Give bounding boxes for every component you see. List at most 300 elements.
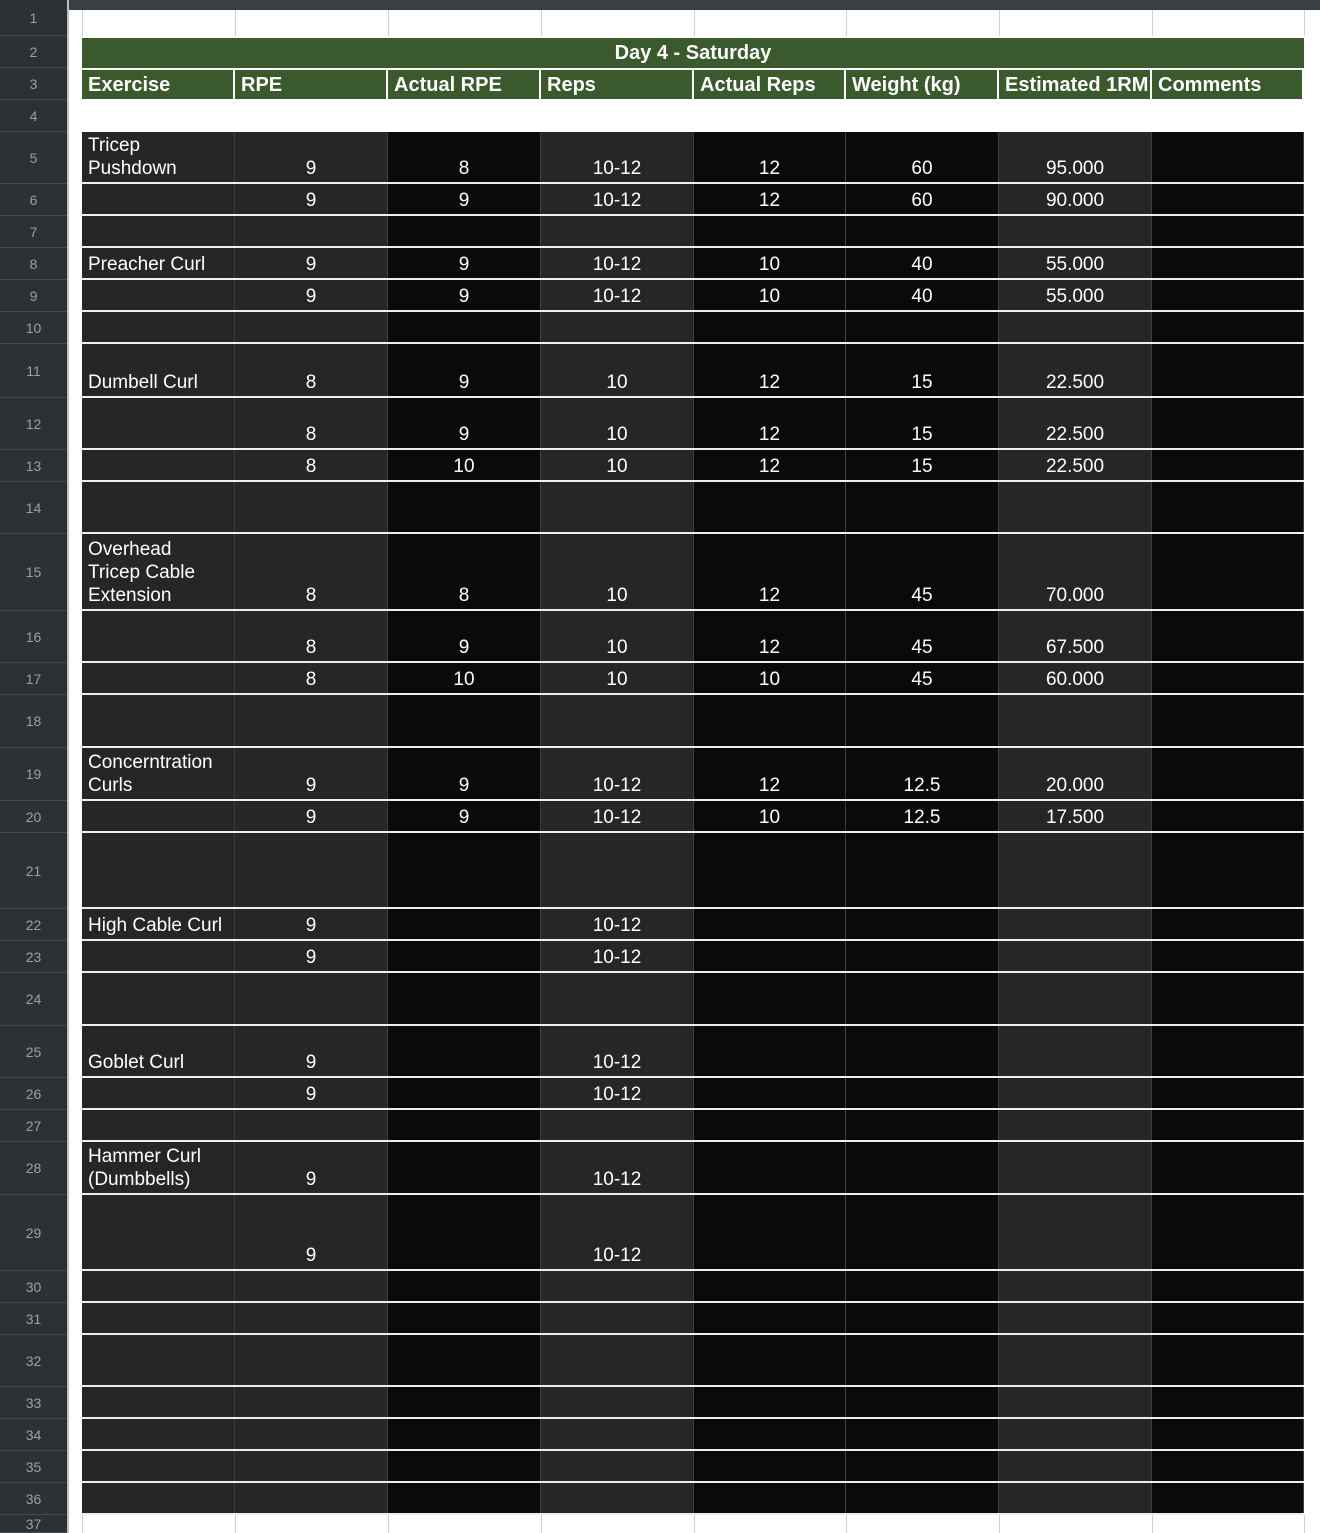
cell-reps[interactable] bbox=[541, 1303, 694, 1333]
cell-actual-reps[interactable]: 12 bbox=[694, 344, 846, 396]
cell-weight-kg[interactable] bbox=[846, 216, 999, 246]
cell-weight-kg[interactable] bbox=[846, 973, 999, 1024]
cell-reps[interactable]: 10-12 bbox=[541, 801, 694, 831]
cell-estimated-1rm[interactable] bbox=[999, 909, 1152, 939]
cell-comments[interactable] bbox=[1152, 344, 1304, 396]
cell-exercise[interactable] bbox=[82, 695, 235, 746]
cell-actual-rpe[interactable] bbox=[388, 1451, 541, 1481]
cell-weight-kg[interactable] bbox=[846, 1303, 999, 1333]
cell-exercise[interactable] bbox=[82, 312, 235, 342]
cell-comments[interactable] bbox=[1152, 909, 1304, 939]
cell-actual-rpe[interactable] bbox=[388, 312, 541, 342]
cell-exercise[interactable] bbox=[82, 1303, 235, 1333]
cell-exercise[interactable] bbox=[82, 1335, 235, 1385]
cell-exercise[interactable]: Preacher Curl bbox=[82, 248, 235, 278]
cell-comments[interactable] bbox=[1152, 398, 1304, 448]
row-number[interactable]: 4 bbox=[0, 100, 67, 132]
cell-exercise[interactable] bbox=[82, 833, 235, 907]
cell-estimated-1rm[interactable] bbox=[999, 941, 1152, 971]
cell-actual-reps[interactable] bbox=[694, 941, 846, 971]
cell-estimated-1rm[interactable]: 60.000 bbox=[999, 663, 1152, 693]
cell-reps[interactable]: 10-12 bbox=[541, 909, 694, 939]
cell-weight-kg[interactable] bbox=[846, 1110, 999, 1140]
cell-reps[interactable] bbox=[541, 1451, 694, 1481]
row-number[interactable]: 12 bbox=[0, 398, 67, 450]
row-number[interactable]: 25 bbox=[0, 1026, 67, 1078]
cell-comments[interactable] bbox=[1152, 695, 1304, 746]
cell-rpe[interactable]: 9 bbox=[235, 280, 388, 310]
cell-exercise[interactable] bbox=[82, 611, 235, 661]
cell-comments[interactable] bbox=[1152, 1078, 1304, 1108]
cell-comments[interactable] bbox=[1152, 1110, 1304, 1140]
cell-actual-rpe[interactable]: 9 bbox=[388, 344, 541, 396]
cell-estimated-1rm[interactable] bbox=[999, 1387, 1152, 1417]
cell-reps[interactable]: 10-12 bbox=[541, 132, 694, 182]
column-header-rpe[interactable]: RPE bbox=[235, 70, 388, 99]
cell-actual-rpe[interactable] bbox=[388, 695, 541, 746]
row-number[interactable]: 24 bbox=[0, 973, 67, 1026]
cell-actual-reps[interactable] bbox=[694, 312, 846, 342]
column-header-exercise[interactable]: Exercise bbox=[82, 70, 235, 99]
cell-actual-rpe[interactable] bbox=[388, 1110, 541, 1140]
cell-comments[interactable] bbox=[1152, 312, 1304, 342]
row-number[interactable]: 36 bbox=[0, 1483, 67, 1515]
cell-actual-rpe[interactable] bbox=[388, 1195, 541, 1269]
cell-weight-kg[interactable]: 40 bbox=[846, 280, 999, 310]
cell-reps[interactable] bbox=[541, 1483, 694, 1513]
cell-rpe[interactable] bbox=[235, 1110, 388, 1140]
cell-estimated-1rm[interactable] bbox=[999, 1078, 1152, 1108]
cell-reps[interactable] bbox=[541, 1387, 694, 1417]
cell-estimated-1rm[interactable] bbox=[999, 1451, 1152, 1481]
cell-rpe[interactable]: 9 bbox=[235, 748, 388, 799]
cell-comments[interactable] bbox=[1152, 450, 1304, 480]
row-number[interactable]: 19 bbox=[0, 748, 67, 801]
cell-estimated-1rm[interactable] bbox=[999, 312, 1152, 342]
row-number[interactable]: 30 bbox=[0, 1271, 67, 1303]
cell-comments[interactable] bbox=[1152, 663, 1304, 693]
cell-exercise[interactable] bbox=[82, 1078, 235, 1108]
column-header-reps[interactable]: Reps bbox=[541, 70, 694, 99]
row-number[interactable]: 23 bbox=[0, 941, 67, 973]
cell-exercise[interactable] bbox=[82, 1387, 235, 1417]
cell-actual-rpe[interactable] bbox=[388, 941, 541, 971]
cell-weight-kg[interactable] bbox=[846, 1419, 999, 1449]
cell-weight-kg[interactable]: 60 bbox=[846, 132, 999, 182]
cell-exercise[interactable] bbox=[82, 1195, 235, 1269]
cell-reps[interactable]: 10-12 bbox=[541, 248, 694, 278]
cell-weight-kg[interactable] bbox=[846, 1271, 999, 1301]
cell-rpe[interactable] bbox=[235, 1483, 388, 1513]
cell-actual-rpe[interactable] bbox=[388, 973, 541, 1024]
cell-actual-rpe[interactable] bbox=[388, 1335, 541, 1385]
row-number[interactable]: 13 bbox=[0, 450, 67, 482]
cell-reps[interactable] bbox=[541, 1419, 694, 1449]
cell-actual-rpe[interactable] bbox=[388, 1026, 541, 1076]
row-number[interactable]: 17 bbox=[0, 663, 67, 695]
cell-estimated-1rm[interactable] bbox=[999, 1271, 1152, 1301]
column-header-actual-reps[interactable]: Actual Reps bbox=[694, 70, 846, 99]
cell-estimated-1rm[interactable]: 17.500 bbox=[999, 801, 1152, 831]
cell-exercise[interactable] bbox=[82, 801, 235, 831]
cell-estimated-1rm[interactable]: 55.000 bbox=[999, 280, 1152, 310]
row-number[interactable]: 32 bbox=[0, 1335, 67, 1387]
cell-exercise[interactable] bbox=[82, 184, 235, 214]
row-number[interactable]: 31 bbox=[0, 1303, 67, 1335]
cell-rpe[interactable] bbox=[235, 1335, 388, 1385]
row-number[interactable]: 8 bbox=[0, 248, 67, 280]
cell-comments[interactable] bbox=[1152, 132, 1304, 182]
cell-weight-kg[interactable]: 15 bbox=[846, 450, 999, 480]
cell-actual-reps[interactable]: 10 bbox=[694, 280, 846, 310]
row-number[interactable]: 7 bbox=[0, 216, 67, 248]
cell-weight-kg[interactable] bbox=[846, 1195, 999, 1269]
cell-reps[interactable]: 10 bbox=[541, 450, 694, 480]
cell-exercise[interactable] bbox=[82, 280, 235, 310]
cell-actual-reps[interactable] bbox=[694, 1271, 846, 1301]
cell-actual-reps[interactable]: 10 bbox=[694, 801, 846, 831]
cell-actual-reps[interactable] bbox=[694, 1335, 846, 1385]
cell-weight-kg[interactable] bbox=[846, 1451, 999, 1481]
row-number[interactable]: 21 bbox=[0, 833, 67, 909]
cell-comments[interactable] bbox=[1152, 941, 1304, 971]
cell-actual-rpe[interactable]: 8 bbox=[388, 534, 541, 609]
cell-rpe[interactable]: 9 bbox=[235, 941, 388, 971]
row-number[interactable]: 28 bbox=[0, 1142, 67, 1195]
cell-exercise[interactable] bbox=[82, 1271, 235, 1301]
cell-comments[interactable] bbox=[1152, 534, 1304, 609]
cell-rpe[interactable] bbox=[235, 1303, 388, 1333]
cell-actual-rpe[interactable]: 9 bbox=[388, 801, 541, 831]
cell-actual-rpe[interactable] bbox=[388, 1387, 541, 1417]
cell-rpe[interactable]: 8 bbox=[235, 398, 388, 448]
cell-actual-rpe[interactable]: 9 bbox=[388, 611, 541, 661]
cell-estimated-1rm[interactable] bbox=[999, 1335, 1152, 1385]
cell-actual-rpe[interactable]: 9 bbox=[388, 248, 541, 278]
cell-reps[interactable]: 10 bbox=[541, 611, 694, 661]
cell-comments[interactable] bbox=[1152, 611, 1304, 661]
cell-actual-reps[interactable] bbox=[694, 1483, 846, 1513]
cell-actual-reps[interactable]: 12 bbox=[694, 611, 846, 661]
cell-reps[interactable]: 10-12 bbox=[541, 1142, 694, 1193]
row-number[interactable]: 3 bbox=[0, 68, 67, 100]
cell-exercise[interactable] bbox=[82, 973, 235, 1024]
cell-weight-kg[interactable]: 45 bbox=[846, 534, 999, 609]
cell-weight-kg[interactable]: 15 bbox=[846, 344, 999, 396]
cell-estimated-1rm[interactable]: 67.500 bbox=[999, 611, 1152, 661]
cell-reps[interactable] bbox=[541, 216, 694, 246]
cell-actual-reps[interactable]: 12 bbox=[694, 398, 846, 448]
cell-rpe[interactable]: 9 bbox=[235, 132, 388, 182]
column-header-weight-kg[interactable]: Weight (kg) bbox=[846, 70, 999, 99]
cell-estimated-1rm[interactable] bbox=[999, 833, 1152, 907]
cell-reps[interactable]: 10-12 bbox=[541, 941, 694, 971]
cell-actual-reps[interactable] bbox=[694, 482, 846, 532]
cell-comments[interactable] bbox=[1152, 1483, 1304, 1513]
row-number[interactable]: 34 bbox=[0, 1419, 67, 1451]
cell-comments[interactable] bbox=[1152, 1195, 1304, 1269]
cell-estimated-1rm[interactable] bbox=[999, 1195, 1152, 1269]
cell-reps[interactable]: 10-12 bbox=[541, 1078, 694, 1108]
cell-weight-kg[interactable] bbox=[846, 482, 999, 532]
cell-weight-kg[interactable]: 40 bbox=[846, 248, 999, 278]
cell-actual-reps[interactable] bbox=[694, 1387, 846, 1417]
cell-rpe[interactable]: 8 bbox=[235, 611, 388, 661]
cell-comments[interactable] bbox=[1152, 1387, 1304, 1417]
cell-weight-kg[interactable] bbox=[846, 1483, 999, 1513]
cell-estimated-1rm[interactable]: 22.500 bbox=[999, 450, 1152, 480]
cell-reps[interactable] bbox=[541, 695, 694, 746]
cell-comments[interactable] bbox=[1152, 1335, 1304, 1385]
cell-actual-reps[interactable]: 12 bbox=[694, 534, 846, 609]
cell-exercise[interactable] bbox=[82, 398, 235, 448]
cell-estimated-1rm[interactable]: 55.000 bbox=[999, 248, 1152, 278]
cell-reps[interactable]: 10 bbox=[541, 663, 694, 693]
cell-rpe[interactable] bbox=[235, 1419, 388, 1449]
cell-exercise[interactable]: Concerntration Curls bbox=[82, 748, 235, 799]
cell-rpe[interactable]: 9 bbox=[235, 1078, 388, 1108]
cell-rpe[interactable]: 8 bbox=[235, 344, 388, 396]
cell-actual-rpe[interactable] bbox=[388, 1419, 541, 1449]
cell-weight-kg[interactable] bbox=[846, 833, 999, 907]
cell-weight-kg[interactable] bbox=[846, 695, 999, 746]
cell-actual-reps[interactable]: 12 bbox=[694, 132, 846, 182]
cell-estimated-1rm[interactable]: 22.500 bbox=[999, 344, 1152, 396]
cell-actual-rpe[interactable] bbox=[388, 909, 541, 939]
cell-estimated-1rm[interactable] bbox=[999, 1026, 1152, 1076]
row-number[interactable]: 20 bbox=[0, 801, 67, 833]
cell-weight-kg[interactable] bbox=[846, 909, 999, 939]
cell-actual-rpe[interactable] bbox=[388, 1303, 541, 1333]
cell-actual-reps[interactable]: 10 bbox=[694, 248, 846, 278]
cell-reps[interactable]: 10 bbox=[541, 398, 694, 448]
cell-reps[interactable] bbox=[541, 973, 694, 1024]
cell-actual-reps[interactable]: 10 bbox=[694, 663, 846, 693]
row-number[interactable]: 1 bbox=[0, 0, 67, 36]
cell-weight-kg[interactable] bbox=[846, 1078, 999, 1108]
cell-actual-rpe[interactable]: 9 bbox=[388, 184, 541, 214]
cell-exercise[interactable] bbox=[82, 1110, 235, 1140]
cell-rpe[interactable] bbox=[235, 1271, 388, 1301]
cell-reps[interactable] bbox=[541, 1335, 694, 1385]
cell-rpe[interactable]: 9 bbox=[235, 909, 388, 939]
cell-weight-kg[interactable]: 45 bbox=[846, 611, 999, 661]
cell-comments[interactable] bbox=[1152, 1026, 1304, 1076]
row-number[interactable]: 29 bbox=[0, 1195, 67, 1271]
row-number[interactable]: 6 bbox=[0, 184, 67, 216]
row-number[interactable]: 33 bbox=[0, 1387, 67, 1419]
cell-comments[interactable] bbox=[1152, 1419, 1304, 1449]
cell-rpe[interactable]: 8 bbox=[235, 534, 388, 609]
cell-rpe[interactable] bbox=[235, 312, 388, 342]
cell-rpe[interactable]: 8 bbox=[235, 663, 388, 693]
cell-reps[interactable]: 10-12 bbox=[541, 1026, 694, 1076]
cell-comments[interactable] bbox=[1152, 973, 1304, 1024]
cell-comments[interactable] bbox=[1152, 216, 1304, 246]
cell-comments[interactable] bbox=[1152, 833, 1304, 907]
cell-comments[interactable] bbox=[1152, 748, 1304, 799]
column-header-estimated-1rm[interactable]: Estimated 1RM bbox=[999, 70, 1152, 99]
cell-actual-rpe[interactable]: 8 bbox=[388, 132, 541, 182]
cell-reps[interactable]: 10-12 bbox=[541, 1195, 694, 1269]
cell-comments[interactable] bbox=[1152, 248, 1304, 278]
cell-actual-rpe[interactable]: 9 bbox=[388, 398, 541, 448]
cell-reps[interactable] bbox=[541, 1110, 694, 1140]
cell-estimated-1rm[interactable] bbox=[999, 695, 1152, 746]
cell-rpe[interactable]: 8 bbox=[235, 450, 388, 480]
row-number[interactable]: 14 bbox=[0, 482, 67, 534]
cell-actual-reps[interactable] bbox=[694, 973, 846, 1024]
row-number[interactable]: 15 bbox=[0, 534, 67, 611]
cell-actual-reps[interactable] bbox=[694, 1026, 846, 1076]
cell-actual-rpe[interactable] bbox=[388, 216, 541, 246]
row-number[interactable]: 27 bbox=[0, 1110, 67, 1142]
cell-weight-kg[interactable] bbox=[846, 1026, 999, 1076]
cell-rpe[interactable] bbox=[235, 973, 388, 1024]
cell-exercise[interactable] bbox=[82, 482, 235, 532]
cell-estimated-1rm[interactable]: 90.000 bbox=[999, 184, 1152, 214]
cell-estimated-1rm[interactable]: 20.000 bbox=[999, 748, 1152, 799]
cell-reps[interactable]: 10-12 bbox=[541, 184, 694, 214]
cell-estimated-1rm[interactable] bbox=[999, 1142, 1152, 1193]
cell-rpe[interactable]: 9 bbox=[235, 1142, 388, 1193]
row-number[interactable]: 9 bbox=[0, 280, 67, 312]
row-number[interactable]: 37 bbox=[0, 1515, 67, 1533]
cell-actual-rpe[interactable] bbox=[388, 1142, 541, 1193]
cell-exercise[interactable] bbox=[82, 1483, 235, 1513]
cell-weight-kg[interactable]: 45 bbox=[846, 663, 999, 693]
cell-actual-reps[interactable] bbox=[694, 1419, 846, 1449]
cell-estimated-1rm[interactable] bbox=[999, 973, 1152, 1024]
cell-actual-reps[interactable] bbox=[694, 695, 846, 746]
cell-exercise[interactable] bbox=[82, 1419, 235, 1449]
row-number[interactable]: 11 bbox=[0, 344, 67, 398]
cell-actual-rpe[interactable] bbox=[388, 482, 541, 532]
cell-actual-reps[interactable] bbox=[694, 1303, 846, 1333]
row-number[interactable]: 16 bbox=[0, 611, 67, 663]
cell-rpe[interactable] bbox=[235, 1451, 388, 1481]
cell-comments[interactable] bbox=[1152, 280, 1304, 310]
cell-rpe[interactable]: 9 bbox=[235, 184, 388, 214]
cell-reps[interactable]: 10-12 bbox=[541, 748, 694, 799]
cell-rpe[interactable] bbox=[235, 833, 388, 907]
cell-estimated-1rm[interactable]: 70.000 bbox=[999, 534, 1152, 609]
cell-exercise[interactable] bbox=[82, 216, 235, 246]
cell-rpe[interactable] bbox=[235, 695, 388, 746]
cell-comments[interactable] bbox=[1152, 184, 1304, 214]
cell-reps[interactable] bbox=[541, 1271, 694, 1301]
cell-actual-reps[interactable] bbox=[694, 1195, 846, 1269]
row-number[interactable]: 5 bbox=[0, 132, 67, 184]
cell-rpe[interactable]: 9 bbox=[235, 1026, 388, 1076]
cell-comments[interactable] bbox=[1152, 1451, 1304, 1481]
cell-exercise[interactable] bbox=[82, 450, 235, 480]
cell-estimated-1rm[interactable] bbox=[999, 482, 1152, 532]
cell-exercise[interactable] bbox=[82, 1451, 235, 1481]
cell-rpe[interactable] bbox=[235, 216, 388, 246]
row-number[interactable]: 22 bbox=[0, 909, 67, 941]
cell-comments[interactable] bbox=[1152, 1142, 1304, 1193]
cell-actual-reps[interactable] bbox=[694, 216, 846, 246]
cell-exercise[interactable]: Hammer Curl (Dumbbells) bbox=[82, 1142, 235, 1193]
cell-comments[interactable] bbox=[1152, 801, 1304, 831]
cell-actual-reps[interactable] bbox=[694, 1110, 846, 1140]
cell-actual-rpe[interactable]: 10 bbox=[388, 450, 541, 480]
cell-rpe[interactable] bbox=[235, 1387, 388, 1417]
cell-reps[interactable]: 10-12 bbox=[541, 280, 694, 310]
column-header-comments[interactable]: Comments bbox=[1152, 70, 1304, 99]
cell-estimated-1rm[interactable]: 22.500 bbox=[999, 398, 1152, 448]
cell-weight-kg[interactable]: 12.5 bbox=[846, 801, 999, 831]
cell-weight-kg[interactable]: 15 bbox=[846, 398, 999, 448]
cell-actual-rpe[interactable]: 9 bbox=[388, 748, 541, 799]
cell-comments[interactable] bbox=[1152, 482, 1304, 532]
cell-reps[interactable] bbox=[541, 482, 694, 532]
cell-reps[interactable]: 10 bbox=[541, 534, 694, 609]
cell-rpe[interactable] bbox=[235, 482, 388, 532]
cell-weight-kg[interactable] bbox=[846, 1387, 999, 1417]
cell-exercise[interactable]: Dumbell Curl bbox=[82, 344, 235, 396]
cell-exercise[interactable] bbox=[82, 663, 235, 693]
cell-actual-rpe[interactable] bbox=[388, 1078, 541, 1108]
cell-actual-reps[interactable]: 12 bbox=[694, 450, 846, 480]
cell-actual-reps[interactable] bbox=[694, 1142, 846, 1193]
cell-actual-reps[interactable] bbox=[694, 1451, 846, 1481]
cell-actual-reps[interactable] bbox=[694, 1078, 846, 1108]
cell-rpe[interactable]: 9 bbox=[235, 1195, 388, 1269]
cell-exercise[interactable]: Overhead Tricep Cable Extension bbox=[82, 534, 235, 609]
cell-estimated-1rm[interactable] bbox=[999, 1110, 1152, 1140]
cell-exercise[interactable]: Goblet Curl bbox=[82, 1026, 235, 1076]
cell-reps[interactable] bbox=[541, 312, 694, 342]
cell-actual-rpe[interactable] bbox=[388, 1483, 541, 1513]
column-header-actual-rpe[interactable]: Actual RPE bbox=[388, 70, 541, 99]
cell-comments[interactable] bbox=[1152, 1303, 1304, 1333]
cell-weight-kg[interactable] bbox=[846, 312, 999, 342]
cell-actual-reps[interactable]: 12 bbox=[694, 748, 846, 799]
row-number[interactable]: 35 bbox=[0, 1451, 67, 1483]
cell-exercise[interactable]: Tricep Pushdown bbox=[82, 132, 235, 182]
cell-comments[interactable] bbox=[1152, 1271, 1304, 1301]
cell-actual-rpe[interactable] bbox=[388, 1271, 541, 1301]
cell-exercise[interactable]: High Cable Curl bbox=[82, 909, 235, 939]
cell-weight-kg[interactable] bbox=[846, 1142, 999, 1193]
cell-actual-rpe[interactable]: 9 bbox=[388, 280, 541, 310]
cell-weight-kg[interactable]: 60 bbox=[846, 184, 999, 214]
cell-actual-reps[interactable]: 12 bbox=[694, 184, 846, 214]
cell-estimated-1rm[interactable] bbox=[999, 1483, 1152, 1513]
row-number[interactable]: 10 bbox=[0, 312, 67, 344]
cell-weight-kg[interactable]: 12.5 bbox=[846, 748, 999, 799]
cell-exercise[interactable] bbox=[82, 941, 235, 971]
row-number[interactable]: 2 bbox=[0, 36, 67, 68]
cell-weight-kg[interactable] bbox=[846, 941, 999, 971]
cell-weight-kg[interactable] bbox=[846, 1335, 999, 1385]
cell-estimated-1rm[interactable] bbox=[999, 216, 1152, 246]
row-number[interactable]: 18 bbox=[0, 695, 67, 748]
row-number[interactable]: 26 bbox=[0, 1078, 67, 1110]
cell-estimated-1rm[interactable]: 95.000 bbox=[999, 132, 1152, 182]
cell-rpe[interactable]: 9 bbox=[235, 801, 388, 831]
cell-estimated-1rm[interactable] bbox=[999, 1419, 1152, 1449]
cell-actual-reps[interactable] bbox=[694, 833, 846, 907]
cell-estimated-1rm[interactable] bbox=[999, 1303, 1152, 1333]
cell-rpe[interactable]: 9 bbox=[235, 248, 388, 278]
cell-actual-rpe[interactable]: 10 bbox=[388, 663, 541, 693]
cell-actual-reps[interactable] bbox=[694, 909, 846, 939]
sheet-title[interactable]: Day 4 - Saturday bbox=[82, 38, 1304, 68]
cell-reps[interactable] bbox=[541, 833, 694, 907]
